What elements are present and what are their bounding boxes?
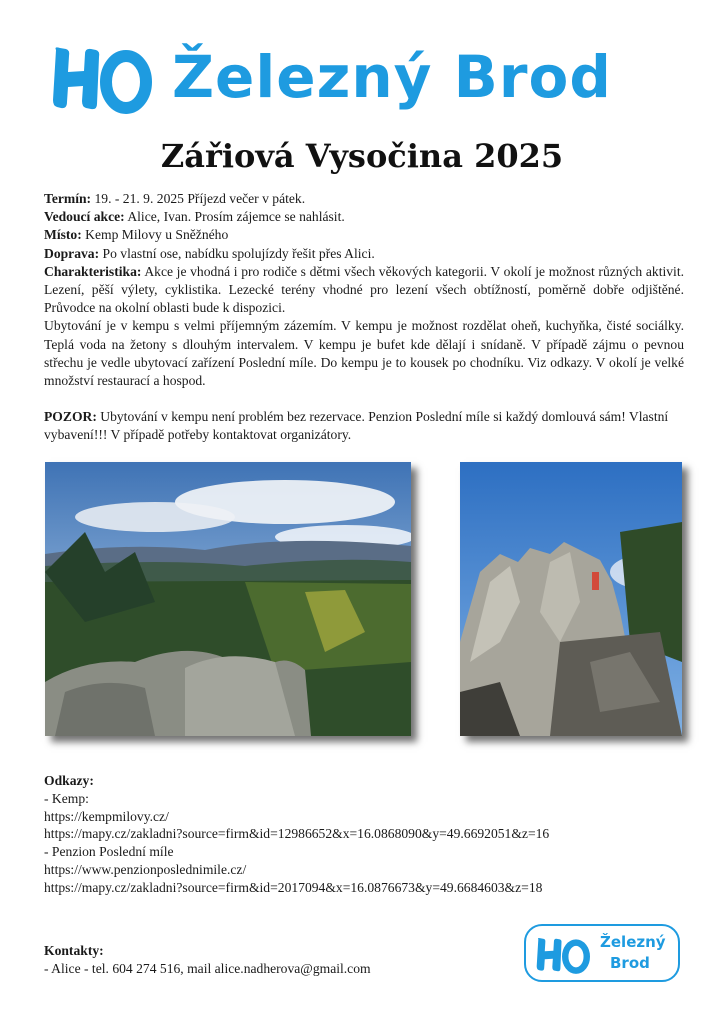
contacts-section (44, 942, 504, 978)
pozor-label: POZOR: (44, 409, 97, 425)
header-title: Železný Brod (172, 43, 612, 111)
link-penzion-web[interactable]: https://www.penzionposlednimile.cz/ (44, 861, 247, 877)
event-info (44, 190, 684, 445)
info-termin (44, 190, 684, 208)
pozor-value: Ubytování v kempu není problém bez rezervace. Penzion Poslední míle si každý domlouvá sám! Vlastní vybavení!!! V případě potřeby kontaktovat organizátory. (44, 409, 669, 443)
doprava-value: Po vlastní ose, nabídku spolujízdy řešit přes Alici. (99, 245, 375, 261)
link-item: - Kemp: (44, 790, 89, 806)
char-label: Charakteristika: (44, 263, 142, 279)
contact-line: - Alice - tel. 604 274 516, mail alice.nadherova@gmail.com (44, 961, 371, 976)
club-badge (524, 924, 680, 982)
misto-label: Místo: (44, 227, 82, 243)
misto-value: Kemp Milovy u Sněžného (81, 227, 229, 243)
char-value: Akce je vhodná i pro rodiče s dětmi všech věkových kategorii. V okolí je možnost různých aktivit. Lezení, pěší výlety, cyklistika. Lezecké terény vhodné pro lezení všech obtížností, poměrně dobře odjištěné. Průvodce na okolní oblasti bude k dispozici. (44, 263, 684, 316)
links-section (44, 772, 684, 897)
info-pozor (44, 408, 684, 444)
rock-image (460, 462, 682, 736)
landscape-image (45, 462, 411, 736)
header (44, 44, 684, 114)
vedouci-value: Alice, Ivan. Prosím zájemce se nahlásit. (124, 209, 345, 225)
contacts-title: Kontakty: (44, 943, 104, 958)
rock-climbing-photo (460, 462, 682, 736)
ho-logo-icon (48, 44, 152, 114)
termin-value: 19. - 21. 9. 2025 Příjezd večer v pátek. (91, 191, 306, 206)
vedouci-label: Vedoucí akce: (44, 209, 125, 225)
badge-line2: Brod (610, 954, 650, 972)
badge-line1: Železný (600, 933, 666, 951)
info-vedouci (44, 208, 684, 226)
info-misto (44, 226, 684, 244)
link-penzion-map[interactable]: https://mapy.cz/zakladni?source=firm&id=2017094&x=16.0876673&y=49.6684603&z=18 (44, 879, 543, 895)
spacer (44, 390, 684, 408)
termin-label: Termín: (44, 191, 92, 206)
link-kemp-web[interactable]: https://kempmilovy.cz/ (44, 808, 169, 824)
link-item: - Penzion Poslední míle (44, 844, 174, 860)
link-kemp-map[interactable]: https://mapy.cz/zakladni?source=firm&id=12986652&x=16.0868090&y=49.6692051&z=16 (44, 826, 550, 842)
info-charakteristika (44, 263, 684, 318)
ho-logo-icon (534, 933, 590, 977)
page-title: Zářiová Vysočina 2025 (160, 137, 564, 175)
links-title: Odkazy: (44, 773, 94, 788)
doprava-label: Doprava: (44, 245, 100, 261)
info-ubytovani: Ubytování je v kempu s velmi příjemným zázemím. V kempu je možnost rozdělat oheň, kuchyňka, čisté sociálky. Teplá voda na žetony s dlouhým intervalem. V kempu je bufet kde dělají i snídaně. V případě zájmu o pevnou střechu je vedle ubytovací zařízení Poslední míle. Do kempu je to kousek po chodníku. Viz odkazy. V okolí je velké množství restaurací a hospod. (44, 318, 684, 389)
landscape-photo (45, 462, 411, 736)
info-doprava (44, 245, 684, 263)
